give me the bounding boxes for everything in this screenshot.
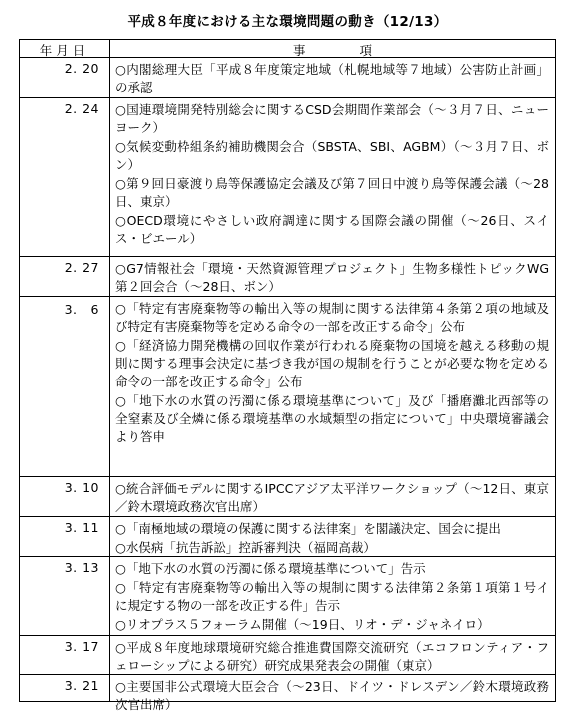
row-events	[115, 61, 549, 98]
row-date: 3. 17	[64, 639, 99, 654]
header-events-left: 事	[292, 43, 306, 58]
table-row	[20, 477, 555, 517]
event-item: ○気候変動枠組条約補助機関会合（SBSTA、SBI、AGBM）（～３月７日、ボン）	[115, 139, 549, 172]
row-events	[115, 480, 549, 517]
row-date: 2. 27	[64, 260, 99, 275]
table-row	[20, 675, 555, 712]
page-title: 平成８年度における主な環境問題の動き（12/13）	[127, 14, 448, 30]
table-row	[20, 557, 555, 636]
row-date: 3. 13	[64, 560, 99, 575]
event-item: ○OECD環境にやさしい政府調達に関する国際会議の開催（～26日、スイス・ビエール）	[115, 213, 549, 246]
row-date: 3. 11	[64, 520, 99, 535]
row-events	[115, 260, 549, 297]
row-events	[115, 520, 549, 558]
event-item: ○「特定有害廃棄物等の輸出入等の規制に関する法律第４条第２項の地域及び特定有害廃棄物等を定める命令の一部を改正する命令」公布	[115, 301, 549, 334]
event-item: ○国連環境開発特別総会に関するCSD会期間作業部会（～３月７日、ニューヨーク）	[115, 102, 549, 135]
table-row	[20, 98, 555, 257]
table-row	[20, 636, 555, 675]
header-events	[110, 41, 555, 59]
row-date: 2. 24	[64, 101, 99, 116]
event-item: ○「地下水の水質の汚濁に係る環境基準について」及び「播磨灘北西部等の全窒素及び全燐に係る環境基準の水域類型の指定について」中央環境審議会より答申	[115, 393, 549, 444]
row-date: 2. 20	[64, 61, 99, 76]
header-events-right: 項	[359, 43, 373, 58]
events-table	[19, 39, 556, 712]
row-events	[115, 639, 549, 676]
row-events	[115, 300, 549, 447]
row-events	[115, 678, 549, 715]
event-item: ○第９回日豪渡り鳥等保護協定会議及び第７回日中渡り鳥等保護会議（～28日、東京）	[115, 176, 549, 209]
event-item: ○「地下水の水質の汚濁に係る環境基準について」告示	[115, 561, 426, 576]
event-item: ○平成８年度地球環境研究総合推進費国際交流研究（エコフロンティア・フェローシップによる研究）研究成果発表会の開催（東京）	[115, 640, 549, 673]
table-row	[20, 257, 555, 297]
event-item: ○主要国非公式環境大臣会合（～23日、ドイツ・ドレスデン／鈴木環境政務次官出席）	[115, 679, 549, 712]
row-date: 3. 21	[64, 678, 99, 693]
event-item: ○リオプラス５フォーラム開催（～19日、リオ・デ・ジャネイロ）	[115, 617, 490, 632]
header-date: 年月日	[39, 43, 90, 58]
row-date: 3. 10	[64, 480, 99, 495]
event-item: ○「経済協力開発機構の回収作業が行われる廃棄物の国境を越える移動の規則に関する理事会決定に基づき我が国の規制を行うことが必要な物を定める命令の一部を改正する命令」公布	[115, 338, 549, 389]
event-item: ○水俣病「抗告訴訟」控訴審判決（福岡高裁）	[115, 540, 376, 555]
event-item: ○「南極地域の環境の保護に関する法律案」を閣議決定、国会に提出	[115, 521, 501, 536]
row-events	[115, 101, 549, 249]
event-item: ○G7情報社会「環境・天然資源管理プロジェクト」生物多様性トピックWG第２回会合（～28日、ボン）	[115, 261, 549, 294]
event-item: ○内閣総理大臣「平成８年度策定地域（札幌地域等７地域）公害防止計画」の承認	[115, 62, 549, 95]
row-events	[115, 560, 549, 635]
event-item: ○「特定有害廃棄物等の輸出入等の規制に関する法律第２条第１項第１号イに規定する物の一部を改正する件」告示	[115, 580, 549, 613]
table-row	[20, 297, 555, 477]
table-row	[20, 58, 555, 98]
table-row	[20, 517, 555, 557]
event-item: ○統合評価モデルに関するIPCCアジア太平洋ワークショップ（～12日、東京／鈴木環境政務次官出席）	[115, 481, 549, 514]
table-header	[20, 40, 555, 58]
row-date: 3. 6	[64, 302, 99, 317]
